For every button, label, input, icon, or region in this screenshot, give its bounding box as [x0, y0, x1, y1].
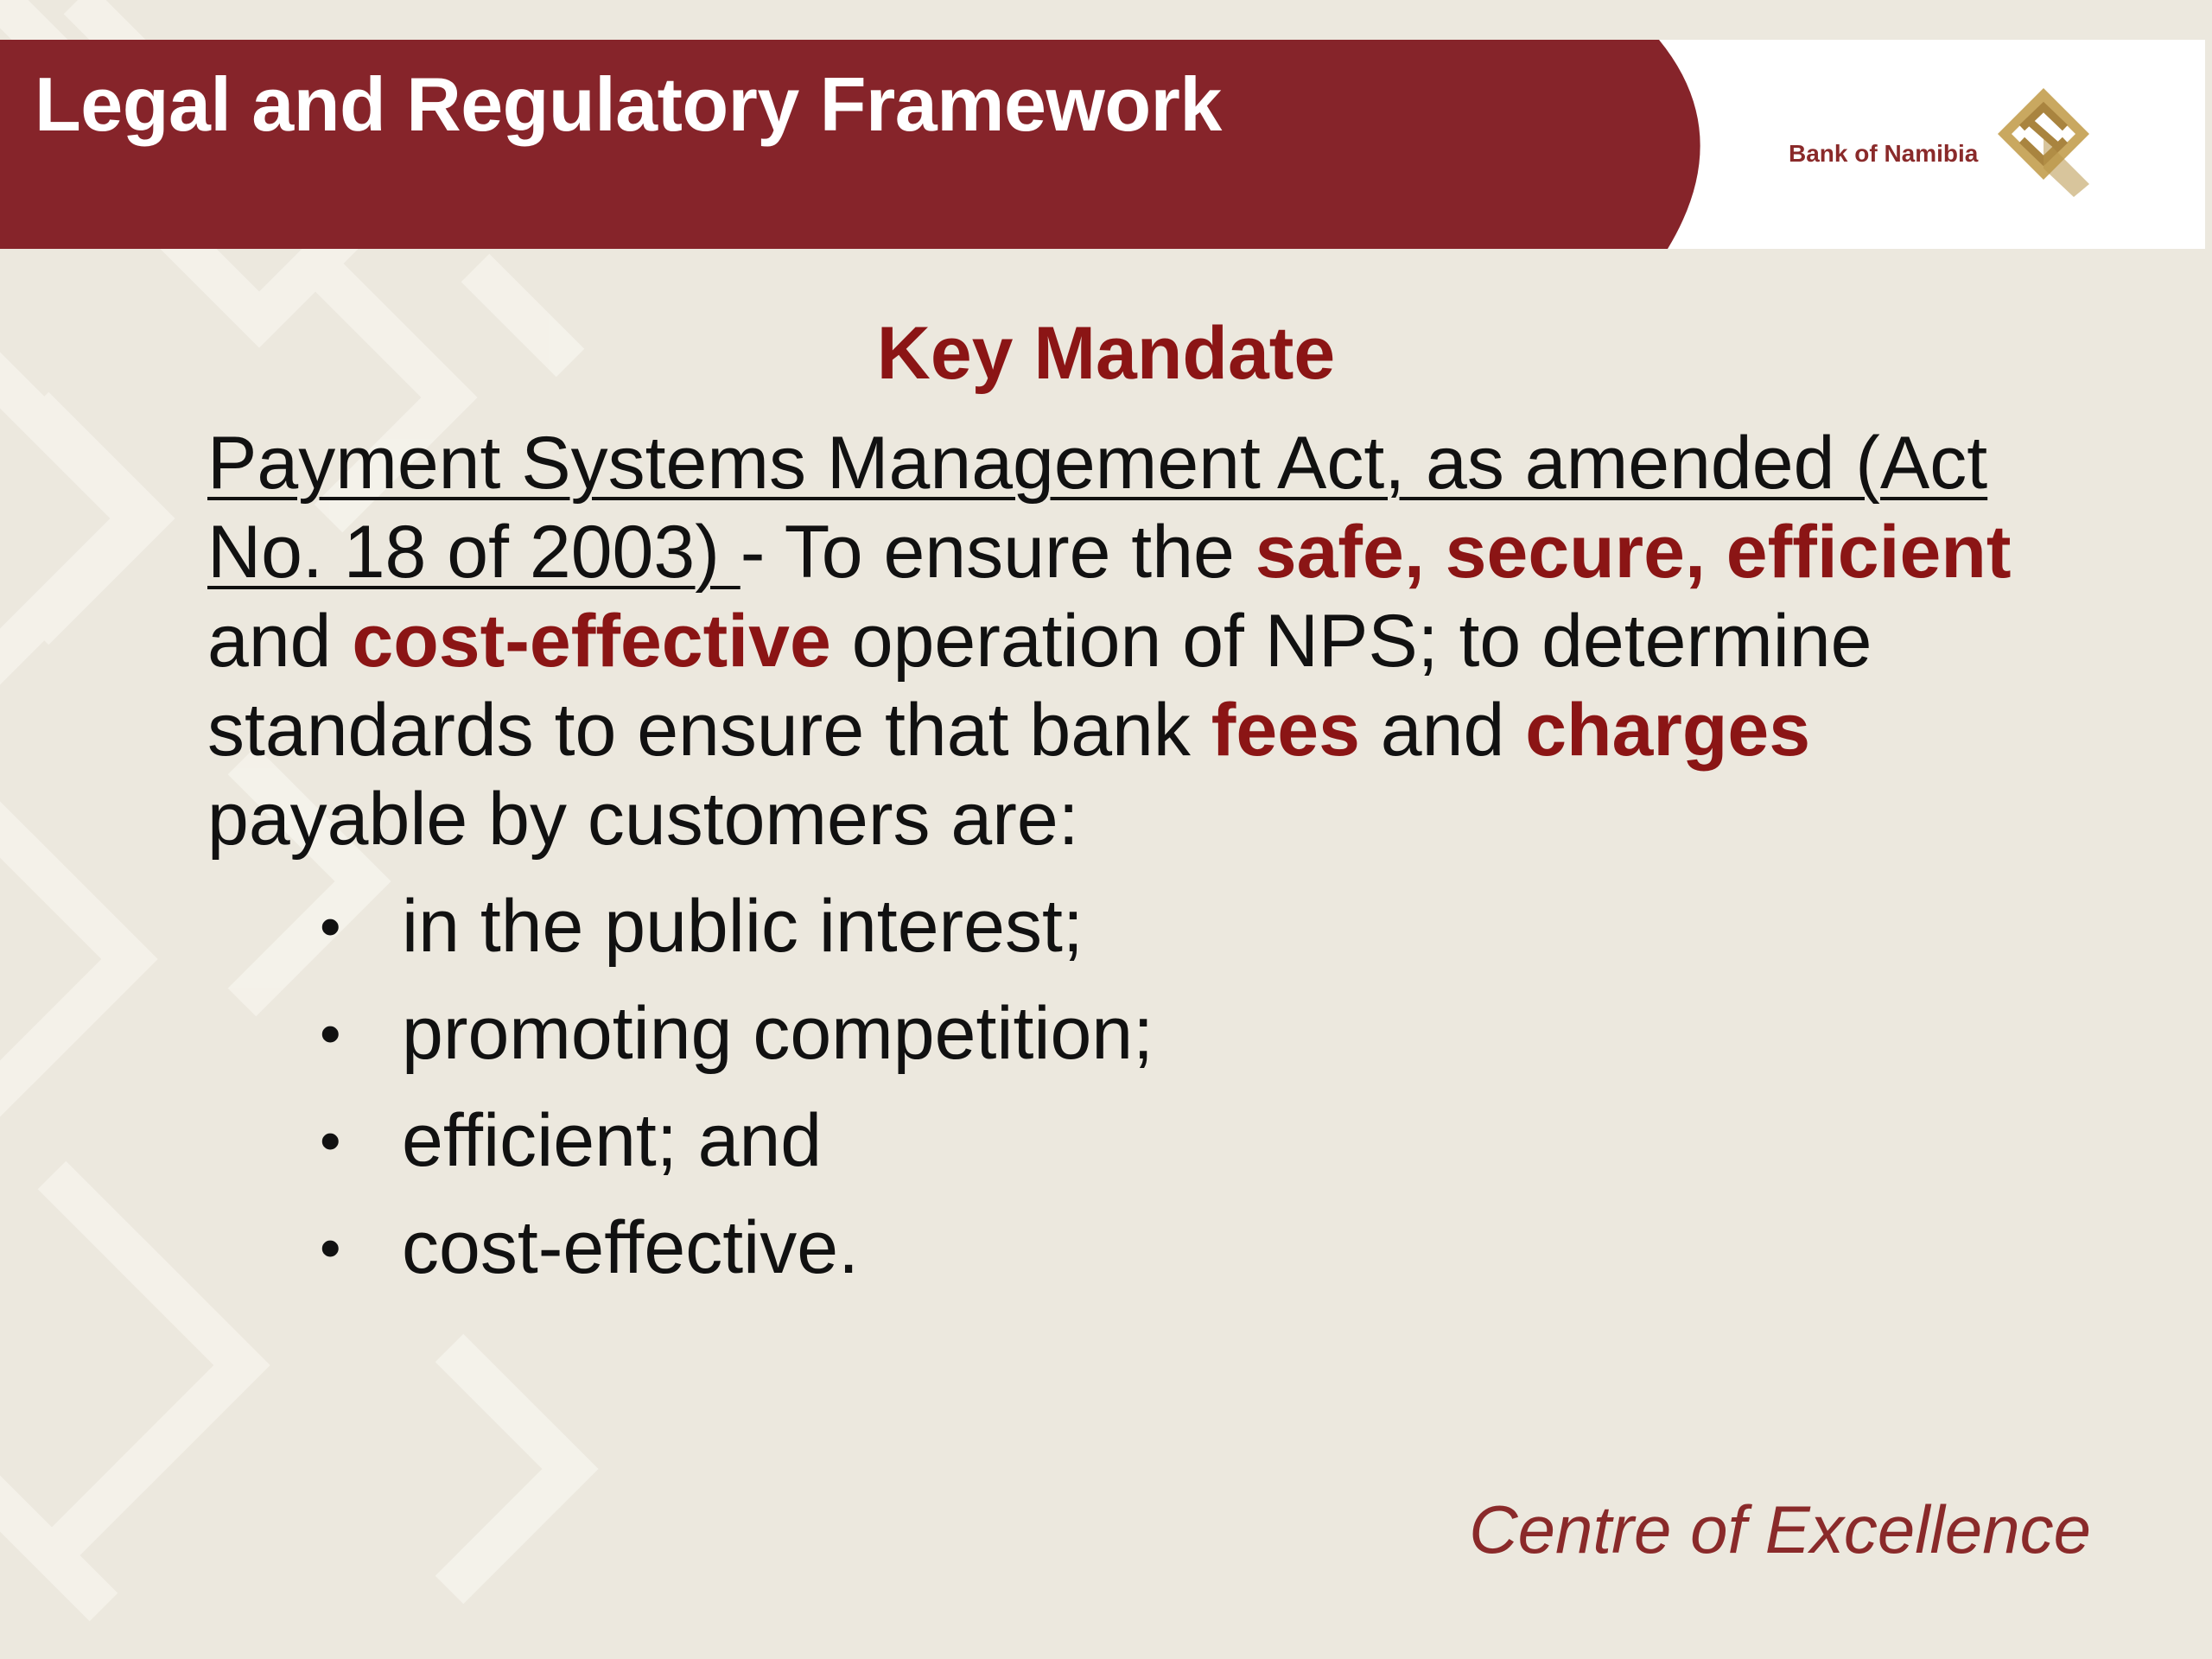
emphasis-safe-secure-efficient: safe, secure, efficient: [1255, 511, 2012, 594]
mandate-bullet-list: [311, 873, 1866, 1301]
bank-of-namibia-diamond-logo-icon: [1996, 86, 2091, 199]
bullet-icon: •: [320, 1107, 341, 1174]
bullet-icon: •: [320, 1214, 341, 1281]
emphasis-cost-effective: cost-effective: [352, 600, 831, 683]
list-item: [311, 1087, 1866, 1194]
paragraph-text: operation of NPS; to determine standards to ensure that bank: [207, 600, 1872, 772]
bullet-text: promoting competition;: [402, 992, 1154, 1075]
list-item: [311, 980, 1866, 1087]
list-item: [311, 1194, 1866, 1301]
paragraph-text: payable by customers are:: [207, 778, 1079, 861]
mandate-paragraph: [207, 419, 2039, 864]
footer-tagline: Centre of Excellence: [1469, 1491, 2091, 1567]
bullet-text: in the public interest;: [402, 885, 1084, 968]
emphasis-fees: fees: [1211, 689, 1360, 772]
list-item: [311, 873, 1866, 980]
paragraph-text: and: [1359, 689, 1526, 772]
bank-logo: [1789, 86, 2082, 207]
logo-text: Bank of Namibia: [1789, 140, 1979, 167]
bullet-text: efficient; and: [402, 1099, 823, 1182]
paragraph-text: - To ensure the: [740, 511, 1255, 594]
bullet-icon: •: [320, 1000, 341, 1067]
slide-title: Legal and Regulatory Framework: [35, 61, 1222, 147]
bullet-icon: •: [320, 893, 341, 960]
act-name: Payment Systems Management Act, as amended (Act No. 18 of 2003): [207, 422, 1988, 594]
paragraph-text: and: [207, 600, 353, 683]
emphasis-charges: charges: [1525, 689, 1811, 772]
bullet-text: cost-effective.: [402, 1206, 859, 1289]
key-mandate-heading: Key Mandate: [876, 312, 1336, 395]
